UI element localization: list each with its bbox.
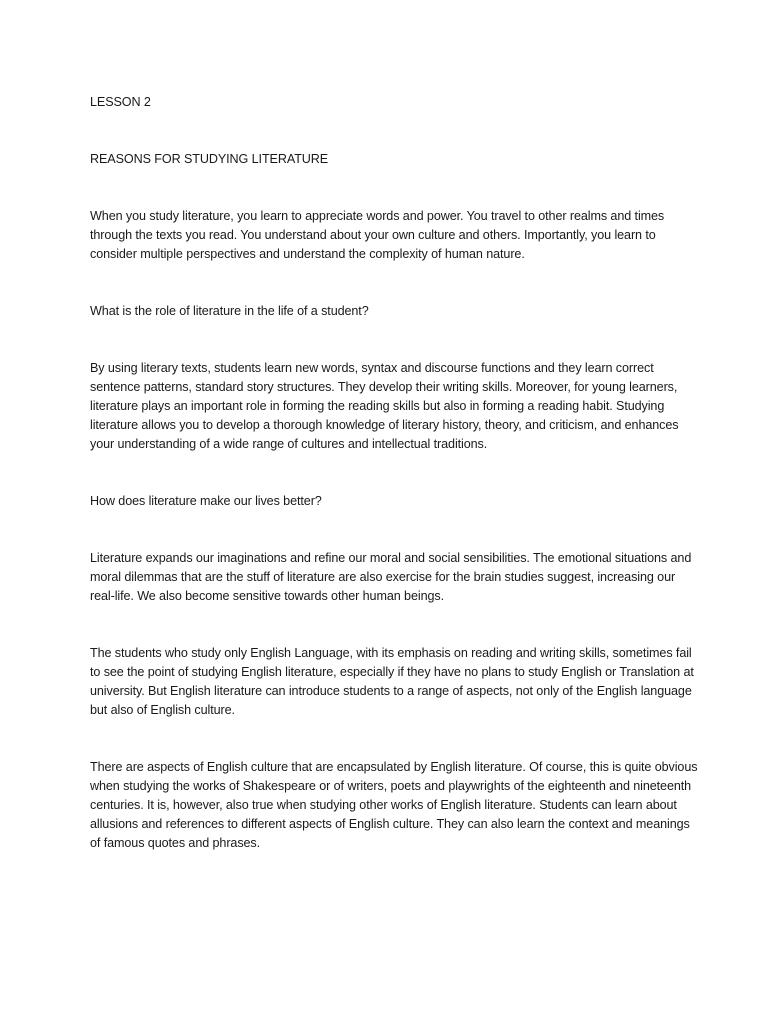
- intro-paragraph: When you study literature, you learn to appreciate words and power. You travel to other realms and times through the texts you read. You understand about your own culture and others. Importantly, you learn to consider multiple perspectives and understand the complexity of human nature.: [90, 209, 665, 261]
- document-title: REASONS FOR STUDYING LITERATURE: [90, 152, 329, 166]
- paragraph-imagination: Literature expands our imaginations and refine our moral and social sensibilities. The emotional situations and moral dilemmas that are the stuff of literature are also exercise for the brain studies suggest, increasing our real-life. We also become sensitive towards other human beings.: [90, 551, 692, 603]
- question-lives-better: How does literature make our lives better?: [90, 494, 322, 508]
- paragraph-english-language: The students who study only English Language, with its emphasis on reading and writing skills, sometimes fail to see the point of studying English literature, especially if they have no plans to study English or Translation at university. But English literature can introduce students to a range of aspects, not only of the English language but also of English culture.: [90, 646, 694, 717]
- question-role-of-literature: What is the role of literature in the life of a student?: [90, 304, 369, 318]
- paragraph-role-answer: By using literary texts, students learn new words, syntax and discourse functions and they learn correct sentence patterns, standard story structures. They develop their writing skills. Moreover, for young learners, literature plays an important role in forming the reading skills but also in forming a reading habit. Studying literature allows you to develop a thorough knowledge of literary history, theory, and criticism, and enhances your understanding of a wide range of cultures and intellectual traditions.: [90, 361, 679, 451]
- paragraph-english-culture: There are aspects of English culture that are encapsulated by English literature. Of course, this is quite obvious when studying the works of Shakespeare or of writers, poets and playwrights of the eighteenth and nineteenth centuries. It is, however, also true when studying other works of English literature. Students can learn about allusions and references to different aspects of English culture. They can also learn the context and meanings of famous quotes and phrases.: [90, 760, 698, 850]
- lesson-label: LESSON 2: [90, 95, 151, 109]
